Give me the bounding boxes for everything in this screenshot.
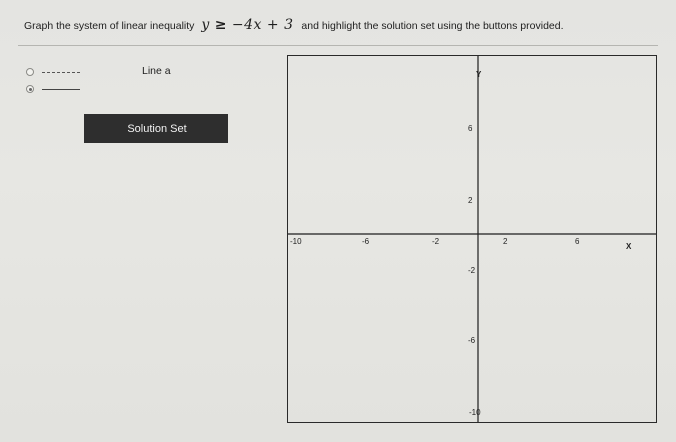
x-tick-label: -2 (432, 237, 440, 246)
solid-line-option[interactable] (26, 82, 80, 96)
y-axis-name: Y (476, 70, 482, 79)
line-a-label: Line a (142, 65, 171, 77)
header-divider (18, 45, 658, 46)
x-tick-label: -6 (362, 237, 370, 246)
graph-axes (288, 56, 656, 422)
inequality-math (201, 17, 293, 33)
y-tick-label: 2 (468, 196, 473, 205)
x-axis-name: X (626, 242, 632, 251)
math-y: y (201, 17, 210, 33)
y-tick-label: 6 (468, 124, 473, 133)
x-tick-label: -10 (290, 237, 302, 246)
solid-line-swatch (42, 89, 80, 90)
dashed-line-option[interactable] (26, 65, 80, 79)
x-tick-label: 6 (575, 237, 580, 246)
solution-set-button[interactable]: Solution Set (84, 114, 228, 143)
dashed-line-swatch (42, 72, 80, 73)
y-tick-label: -6 (468, 336, 476, 345)
math-op: ≥ (214, 17, 227, 33)
question-prefix: Graph the system of linear inequality (24, 20, 195, 32)
y-tick-label: -10 (469, 408, 481, 417)
question-text (24, 17, 564, 34)
dashed-line-radio[interactable] (26, 68, 34, 76)
question-suffix: and highlight the solution set using the buttons provided. (301, 20, 564, 32)
solid-line-radio[interactable] (26, 85, 34, 93)
y-tick-label: -2 (468, 266, 476, 275)
x-tick-label: 2 (503, 237, 508, 246)
graph-area[interactable] (287, 55, 657, 423)
math-rhs: −4x + 3 (231, 17, 294, 33)
